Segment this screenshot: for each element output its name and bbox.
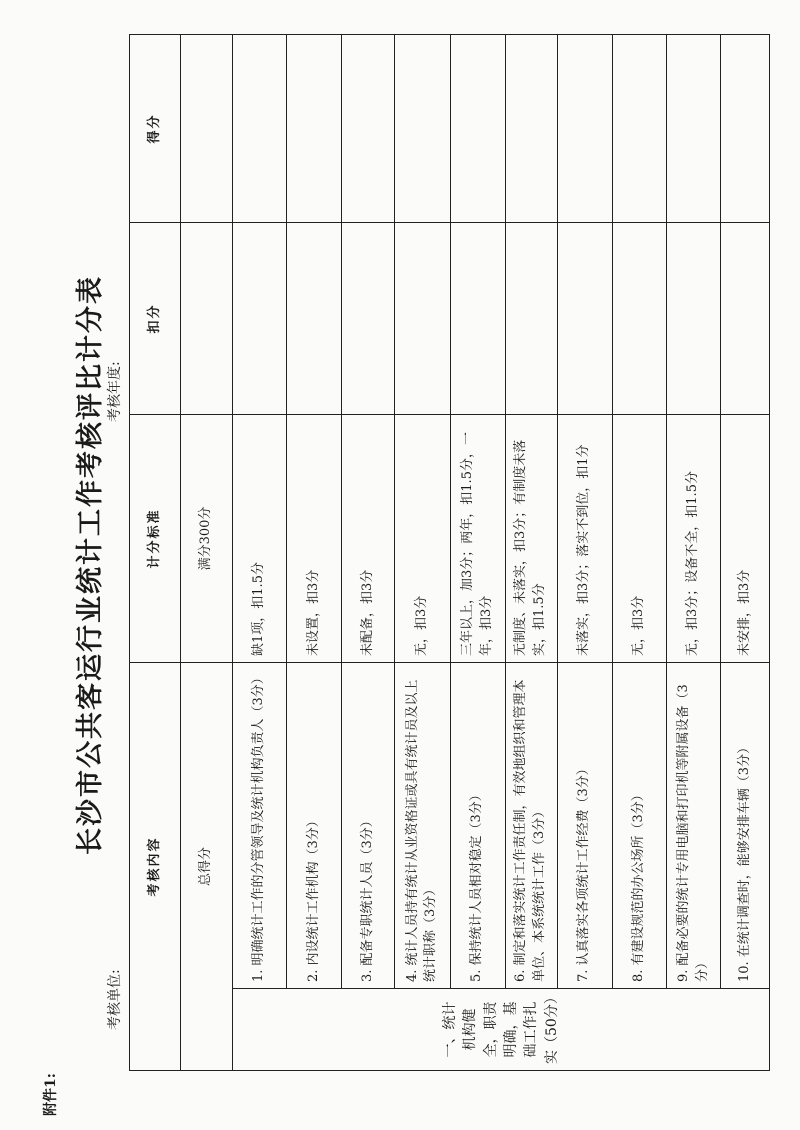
item-deduct-cell xyxy=(395,222,450,414)
item-score-cell xyxy=(721,34,770,222)
item-content: 10. 在统计调查时，能够安排车辆（3分） xyxy=(721,662,770,988)
header-criteria: 计分标准 xyxy=(130,414,181,662)
item-deduct-cell xyxy=(287,222,342,414)
header-score: 得分 xyxy=(130,34,181,222)
section-label: 一、统计机构健全，职责明确，基础工作扎实（50分） xyxy=(232,989,769,1071)
table-row xyxy=(505,34,557,1070)
unit-label: 考核单位: xyxy=(107,969,123,1030)
table-row xyxy=(342,34,395,1070)
item-deduct-cell xyxy=(667,222,721,414)
item-deduct-cell xyxy=(450,222,505,414)
item-content: 3. 配备专职统计人员（3分） xyxy=(342,662,395,988)
item-deduct-cell xyxy=(557,222,612,414)
item-criteria: 未配备，扣3分 xyxy=(342,414,395,662)
item-criteria: 无，扣3分 xyxy=(612,414,666,662)
item-deduct-cell xyxy=(612,222,666,414)
total-deduct-cell xyxy=(180,222,232,414)
item-score-cell xyxy=(612,34,666,222)
item-score-cell xyxy=(450,34,505,222)
table-row xyxy=(287,34,342,1070)
header-content: 考核内容 xyxy=(130,662,181,1070)
table-row xyxy=(612,34,666,1070)
year-label: 考核年度: xyxy=(107,361,123,422)
table-row xyxy=(395,34,450,1070)
item-deduct-cell xyxy=(505,222,557,414)
item-score-cell xyxy=(505,34,557,222)
table-row xyxy=(667,34,721,1070)
item-content: 8. 有建设规范的办公场所（3分） xyxy=(612,662,666,988)
total-row xyxy=(180,34,232,1070)
total-score-cell xyxy=(180,34,232,222)
item-deduct-cell xyxy=(232,222,286,414)
table-row xyxy=(450,34,505,1070)
item-criteria: 未设置，扣3分 xyxy=(287,414,342,662)
total-label: 总得分 xyxy=(180,662,232,1070)
table-header-row xyxy=(130,34,181,1070)
item-score-cell xyxy=(287,34,342,222)
item-score-cell xyxy=(667,34,721,222)
item-score-cell xyxy=(232,34,286,222)
item-criteria: 无制度、未落实，扣3分；有制度未落实，扣1.5分 xyxy=(505,414,557,662)
total-criteria: 满分300分 xyxy=(180,414,232,662)
item-criteria: 未安排，扣3分 xyxy=(721,414,770,662)
annex-label: 附件1: xyxy=(43,1073,59,1116)
item-content: 6. 制定和落实统计工作责任制，有效地组织和管理本单位、本系统统计工作（3分） xyxy=(505,662,557,988)
item-criteria: 三年以上，加3分；两年，扣1.5分，一年，扣3分 xyxy=(450,414,505,662)
item-score-cell xyxy=(395,34,450,222)
item-criteria: 未落实，扣3分；落实不到位，扣1分 xyxy=(557,414,612,662)
item-content: 5. 保持统计人员相对稳定（3分） xyxy=(450,662,505,988)
item-score-cell xyxy=(342,34,395,222)
item-score-cell xyxy=(557,34,612,222)
item-criteria: 无，扣3分 xyxy=(395,414,450,662)
score-table xyxy=(129,34,770,1071)
item-criteria: 缺1项，扣1.5分 xyxy=(232,414,286,662)
item-deduct-cell xyxy=(342,222,395,414)
item-content: 4. 统计人员持有统计从业资格证或具有统计员及以上统计职称（3分） xyxy=(395,662,450,988)
item-content: 2. 内设统计工作机构（3分） xyxy=(287,662,342,988)
item-content: 1. 明确统计工作的分管领导及统计机构负责人（3分） xyxy=(232,662,286,988)
item-content: 9. 配备必要的统计专用电脑和打印机等附属设备（3分） xyxy=(667,662,721,988)
page-title: 长沙市公共客运行业统计工作考核评比计分表 xyxy=(75,275,106,855)
header-deduct: 扣分 xyxy=(130,222,181,414)
item-criteria: 无，扣3分；设备不全，扣1.5分 xyxy=(667,414,721,662)
table-row xyxy=(721,34,770,1070)
table-row xyxy=(232,34,286,1070)
item-deduct-cell xyxy=(721,222,770,414)
item-content: 7. 认真落实各项统计工作经费（3分） xyxy=(557,662,612,988)
table-row xyxy=(557,34,612,1070)
